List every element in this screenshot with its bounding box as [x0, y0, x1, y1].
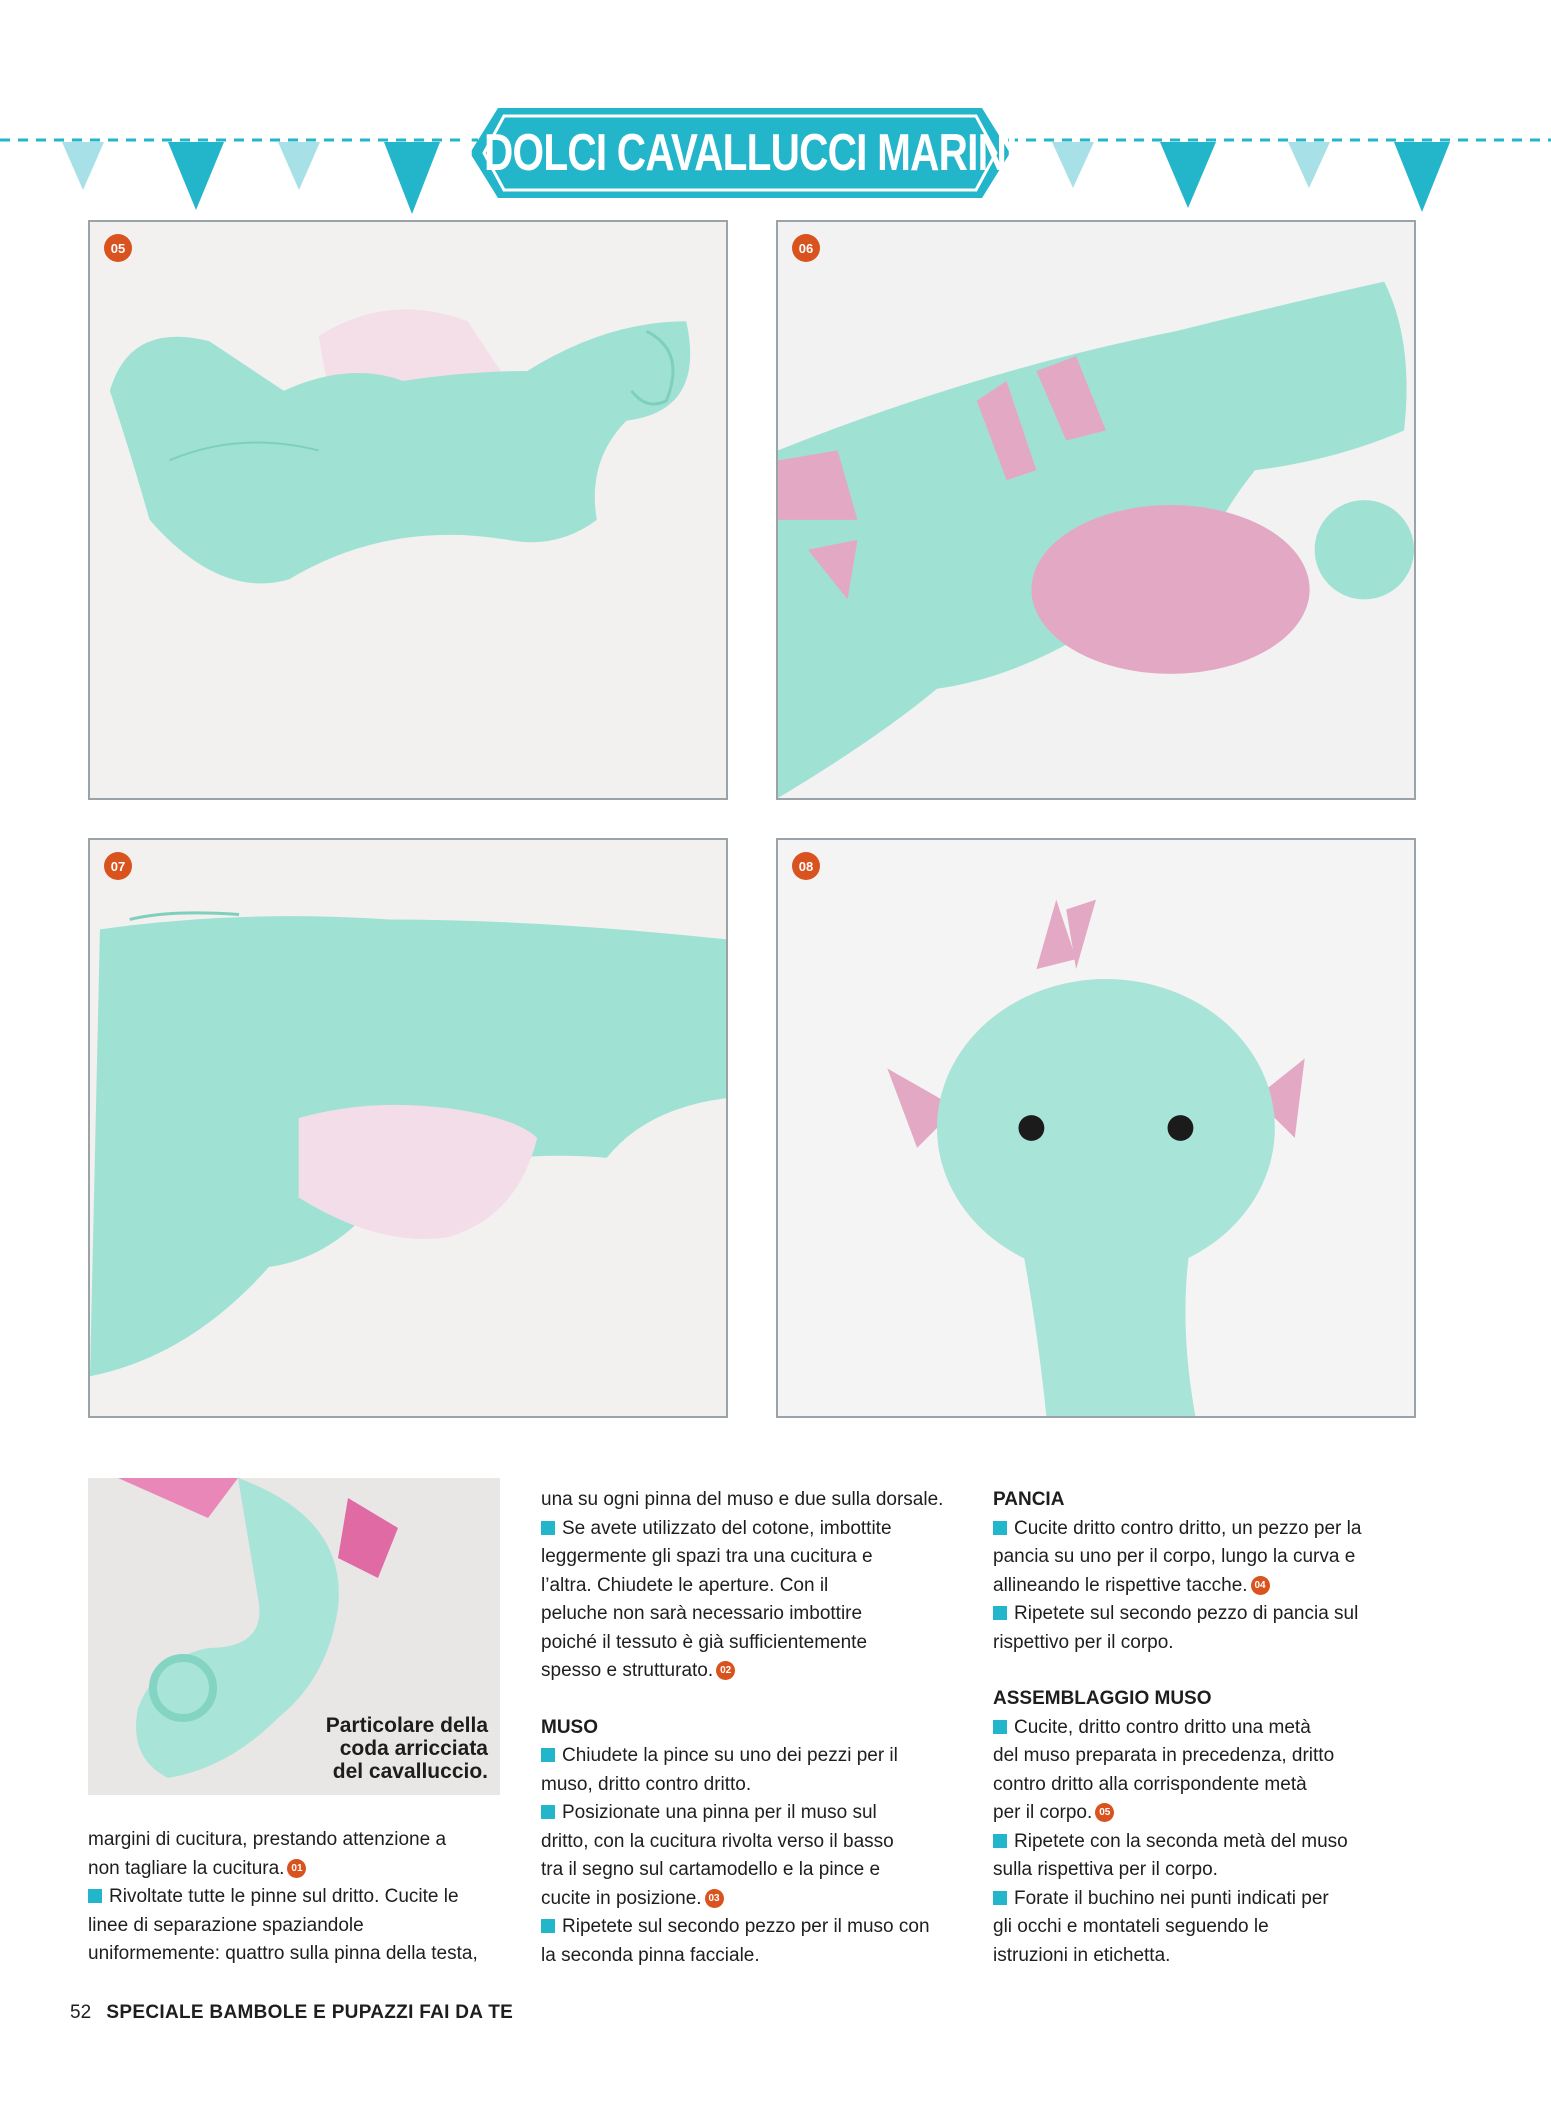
body-line: sulla rispettiva per il corpo.	[993, 1859, 1218, 1880]
fabric-illustration	[90, 840, 726, 1416]
body-line: muso, dritto contro dritto.	[541, 1773, 752, 1795]
body-line: contro dritto alla corrispondente metà	[993, 1773, 1307, 1795]
body-line	[993, 1885, 1413, 1914]
caption-line: Particolare della	[325, 1714, 488, 1737]
caption-line: del cavalluccio.	[332, 1760, 488, 1783]
step-badge: 06	[792, 234, 820, 262]
section-heading-assemblaggio: ASSEMBLAGGIO MUSO	[993, 1688, 1212, 1709]
step-badge: 05	[104, 234, 132, 262]
text-column-3	[993, 1486, 1413, 1970]
body-line: istruzioni in etichetta.	[993, 1944, 1171, 1966]
body-line: una su ogni pinna del muso e due sulla dorsale.	[541, 1489, 944, 1510]
body-line	[88, 1855, 508, 1884]
spacer	[541, 1686, 961, 1714]
body-line	[541, 1657, 961, 1686]
text-column-2	[541, 1486, 961, 1970]
bullet-square-icon	[993, 1891, 1007, 1905]
bullet-square-icon	[993, 1521, 1007, 1535]
bullet-square-icon	[541, 1919, 555, 1933]
bullet-square-icon	[541, 1805, 555, 1819]
page-title: I DOLCI CAVALLUCCI MARINI	[463, 124, 1017, 182]
flag-dark	[384, 142, 440, 214]
body-line	[993, 1828, 1413, 1857]
body-line	[993, 1515, 1413, 1544]
body-text: Chiudete la pince su uno dei pezzi per il	[562, 1745, 898, 1766]
body-line: margini di cucitura, prestando attenzione a	[88, 1829, 447, 1850]
body-text: Cucite dritto contro dritto, un pezzo per la	[1014, 1517, 1362, 1539]
page-footer	[70, 2002, 513, 2024]
body-line: gli occhi e montateli seguendo le	[993, 1916, 1269, 1937]
body-line	[993, 1600, 1413, 1629]
step-ref-badge: 03	[705, 1889, 724, 1908]
body-line: rispettivo per il corpo.	[993, 1631, 1174, 1653]
header-bunting	[0, 0, 1551, 230]
body-line	[541, 1913, 961, 1942]
body-line	[541, 1742, 961, 1771]
body-line: peluche non sarà necessario imbottire	[541, 1603, 863, 1624]
flag-pale	[278, 142, 320, 190]
body-line: del muso preparata in precedenza, dritto	[993, 1745, 1335, 1766]
body-line	[993, 1714, 1413, 1743]
body-line	[541, 1515, 961, 1544]
body-text: Cucite, dritto contro dritto una metà	[1014, 1716, 1311, 1738]
body-line: la seconda pinna facciale.	[541, 1944, 760, 1966]
bullet-square-icon	[541, 1521, 555, 1535]
flag-dark	[1160, 142, 1216, 208]
section-heading-muso: MUSO	[541, 1716, 598, 1738]
detail-photo	[88, 1478, 500, 1795]
body-line	[993, 1572, 1413, 1601]
step-badge: 08	[792, 852, 820, 880]
fabric-illustration	[778, 222, 1414, 798]
body-line: poiché il tessuto è già sufficientemente	[541, 1631, 868, 1653]
body-text: Se avete utilizzato del cotone, imbottite	[562, 1517, 892, 1539]
body-text: Posizionate una pinna per il muso sul	[562, 1802, 877, 1823]
body-text: Ripetete sul secondo pezzo di pancia sul	[1014, 1603, 1359, 1624]
body-line	[88, 1883, 508, 1912]
bullet-square-icon	[993, 1720, 1007, 1734]
photo-step-07	[88, 838, 728, 1418]
flag-dark	[168, 142, 224, 210]
body-text: per il corpo.	[993, 1802, 1093, 1823]
body-text: non tagliare la cucitura.	[88, 1857, 285, 1879]
flag-pale	[1288, 142, 1330, 188]
step-ref-badge: 04	[1251, 1576, 1270, 1595]
body-line	[993, 1799, 1413, 1828]
title-banner	[463, 108, 1017, 198]
step-ref-badge: 01	[287, 1859, 306, 1878]
photo-step-05	[88, 220, 728, 800]
bullet-square-icon	[993, 1606, 1007, 1620]
bullet-square-icon	[541, 1748, 555, 1762]
body-line: pancia su uno per il corpo, lungo la curva e	[993, 1546, 1356, 1567]
body-text: Ripetete sul secondo pezzo per il muso con	[562, 1916, 930, 1937]
body-text: Ripetete con la seconda metà del muso	[1014, 1830, 1348, 1852]
body-line: linee di separazione spaziandole	[88, 1914, 364, 1936]
section-heading-pancia: PANCIA	[993, 1489, 1065, 1510]
bullet-square-icon	[88, 1889, 102, 1903]
flag-pale	[1052, 142, 1094, 188]
body-line	[541, 1885, 961, 1914]
body-line: dritto, con la cucitura rivolta verso il basso	[541, 1830, 894, 1852]
magazine-title: SPECIALE BAMBOLE E PUPAZZI FAI DA TE	[106, 2002, 514, 2023]
step-ref-badge: 02	[716, 1661, 735, 1680]
photo-step-06	[776, 220, 1416, 800]
body-line: leggermente gli spazi tra una cucitura e	[541, 1546, 873, 1567]
flag-pale	[62, 142, 104, 190]
body-text: Rivoltate tutte le pinne sul dritto. Cucite le	[109, 1886, 459, 1907]
spacer	[993, 1657, 1413, 1685]
body-text: Forate il buchino nei punti indicati per	[1014, 1887, 1329, 1909]
text-column-1	[88, 1826, 508, 1969]
body-text: spesso e strutturato.	[541, 1660, 714, 1681]
step-ref-badge: 05	[1095, 1803, 1114, 1822]
flag-dark	[1394, 142, 1450, 212]
body-line: tra il segno sul cartamodello e la pince e	[541, 1859, 881, 1880]
plush-illustration	[778, 840, 1414, 1416]
detail-caption	[326, 1714, 488, 1783]
caption-line: coda arricciata	[339, 1737, 488, 1760]
body-text: allineando le rispettive tacche.	[993, 1574, 1248, 1596]
page-number: 52	[70, 2002, 92, 2023]
step-badge: 07	[104, 852, 132, 880]
fabric-illustration	[90, 222, 726, 798]
bullet-square-icon	[993, 1834, 1007, 1848]
photo-step-08	[776, 838, 1416, 1418]
body-line: l’altra. Chiudete le aperture. Con il	[541, 1574, 829, 1596]
body-line: uniformemente: quattro sulla pinna della testa,	[88, 1943, 478, 1964]
body-text: cucite in posizione.	[541, 1887, 702, 1909]
body-line	[541, 1799, 961, 1828]
